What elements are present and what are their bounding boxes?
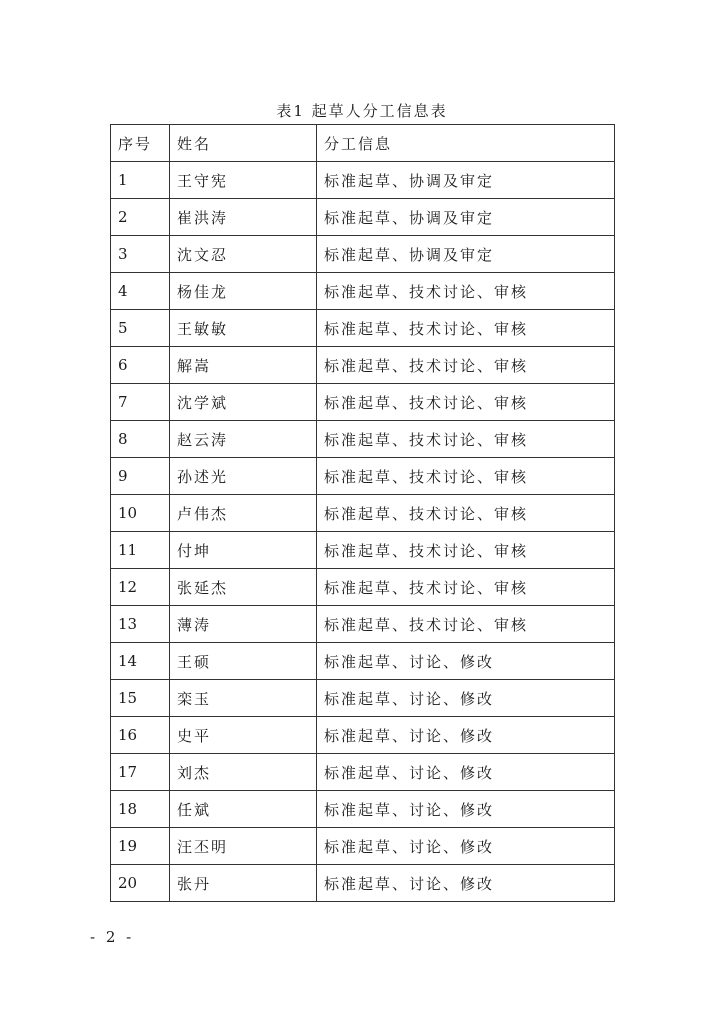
table-row bbox=[111, 236, 615, 273]
cell-no: 2 bbox=[111, 199, 170, 236]
table-row bbox=[111, 384, 615, 421]
cell-name: 沈学斌 bbox=[170, 384, 317, 421]
cell-name: 孙述光 bbox=[170, 458, 317, 495]
header-no: 序号 bbox=[111, 125, 170, 162]
table-row bbox=[111, 606, 615, 643]
table-row bbox=[111, 828, 615, 865]
page-number: - 2 - bbox=[90, 928, 135, 946]
cell-no: 11 bbox=[111, 532, 170, 569]
cell-role: 标准起草、技术讨论、审核 bbox=[317, 273, 615, 310]
cell-no: 16 bbox=[111, 717, 170, 754]
cell-role: 标准起草、技术讨论、审核 bbox=[317, 532, 615, 569]
table-row bbox=[111, 495, 615, 532]
cell-role: 标准起草、技术讨论、审核 bbox=[317, 495, 615, 532]
cell-no: 13 bbox=[111, 606, 170, 643]
cell-name: 张丹 bbox=[170, 865, 317, 902]
cell-role: 标准起草、技术讨论、审核 bbox=[317, 384, 615, 421]
cell-no: 6 bbox=[111, 347, 170, 384]
cell-no: 4 bbox=[111, 273, 170, 310]
cell-no: 3 bbox=[111, 236, 170, 273]
cell-role: 标准起草、技术讨论、审核 bbox=[317, 347, 615, 384]
cell-name: 沈文忍 bbox=[170, 236, 317, 273]
table-row bbox=[111, 791, 615, 828]
cell-name: 卢伟杰 bbox=[170, 495, 317, 532]
cell-no: 5 bbox=[111, 310, 170, 347]
table-row bbox=[111, 347, 615, 384]
cell-role: 标准起草、技术讨论、审核 bbox=[317, 606, 615, 643]
cell-role: 标准起草、讨论、修改 bbox=[317, 791, 615, 828]
table-row bbox=[111, 421, 615, 458]
cell-name: 赵云涛 bbox=[170, 421, 317, 458]
table-row bbox=[111, 310, 615, 347]
cell-role: 标准起草、讨论、修改 bbox=[317, 828, 615, 865]
cell-name: 栾玉 bbox=[170, 680, 317, 717]
cell-name: 刘杰 bbox=[170, 754, 317, 791]
cell-role: 标准起草、协调及审定 bbox=[317, 236, 615, 273]
cell-role: 标准起草、技术讨论、审核 bbox=[317, 458, 615, 495]
table-row bbox=[111, 162, 615, 199]
cell-role: 标准起草、讨论、修改 bbox=[317, 754, 615, 791]
cell-name: 任斌 bbox=[170, 791, 317, 828]
cell-role: 标准起草、讨论、修改 bbox=[317, 680, 615, 717]
table-body bbox=[111, 162, 615, 902]
table-row bbox=[111, 865, 615, 902]
cell-no: 12 bbox=[111, 569, 170, 606]
cell-no: 7 bbox=[111, 384, 170, 421]
cell-role: 标准起草、技术讨论、审核 bbox=[317, 569, 615, 606]
table-row bbox=[111, 569, 615, 606]
cell-name: 张延杰 bbox=[170, 569, 317, 606]
cell-name: 付坤 bbox=[170, 532, 317, 569]
cell-no: 17 bbox=[111, 754, 170, 791]
table-row bbox=[111, 643, 615, 680]
cell-name: 薄涛 bbox=[170, 606, 317, 643]
table-row bbox=[111, 273, 615, 310]
table-row bbox=[111, 680, 615, 717]
cell-name: 解嵩 bbox=[170, 347, 317, 384]
header-name: 姓名 bbox=[170, 125, 317, 162]
drafters-table bbox=[110, 124, 615, 902]
cell-no: 20 bbox=[111, 865, 170, 902]
cell-no: 15 bbox=[111, 680, 170, 717]
cell-no: 14 bbox=[111, 643, 170, 680]
cell-no: 8 bbox=[111, 421, 170, 458]
cell-role: 标准起草、讨论、修改 bbox=[317, 643, 615, 680]
cell-no: 1 bbox=[111, 162, 170, 199]
table-row bbox=[111, 532, 615, 569]
cell-no: 9 bbox=[111, 458, 170, 495]
table-caption: 表1 起草人分工信息表 bbox=[276, 102, 448, 120]
cell-no: 19 bbox=[111, 828, 170, 865]
table-row bbox=[111, 458, 615, 495]
cell-name: 杨佳龙 bbox=[170, 273, 317, 310]
cell-role: 标准起草、讨论、修改 bbox=[317, 865, 615, 902]
cell-role: 标准起草、协调及审定 bbox=[317, 199, 615, 236]
cell-role: 标准起草、讨论、修改 bbox=[317, 717, 615, 754]
header-role: 分工信息 bbox=[317, 125, 615, 162]
cell-role: 标准起草、协调及审定 bbox=[317, 162, 615, 199]
cell-role: 标准起草、技术讨论、审核 bbox=[317, 310, 615, 347]
table-row bbox=[111, 717, 615, 754]
cell-role: 标准起草、技术讨论、审核 bbox=[317, 421, 615, 458]
cell-name: 史平 bbox=[170, 717, 317, 754]
cell-name: 汪丕明 bbox=[170, 828, 317, 865]
table-header-row bbox=[111, 125, 615, 162]
cell-no: 18 bbox=[111, 791, 170, 828]
cell-name: 王守宪 bbox=[170, 162, 317, 199]
cell-name: 王敏敏 bbox=[170, 310, 317, 347]
cell-name: 崔洪涛 bbox=[170, 199, 317, 236]
cell-no: 10 bbox=[111, 495, 170, 532]
table-row bbox=[111, 754, 615, 791]
cell-name: 王硕 bbox=[170, 643, 317, 680]
table-row bbox=[111, 199, 615, 236]
